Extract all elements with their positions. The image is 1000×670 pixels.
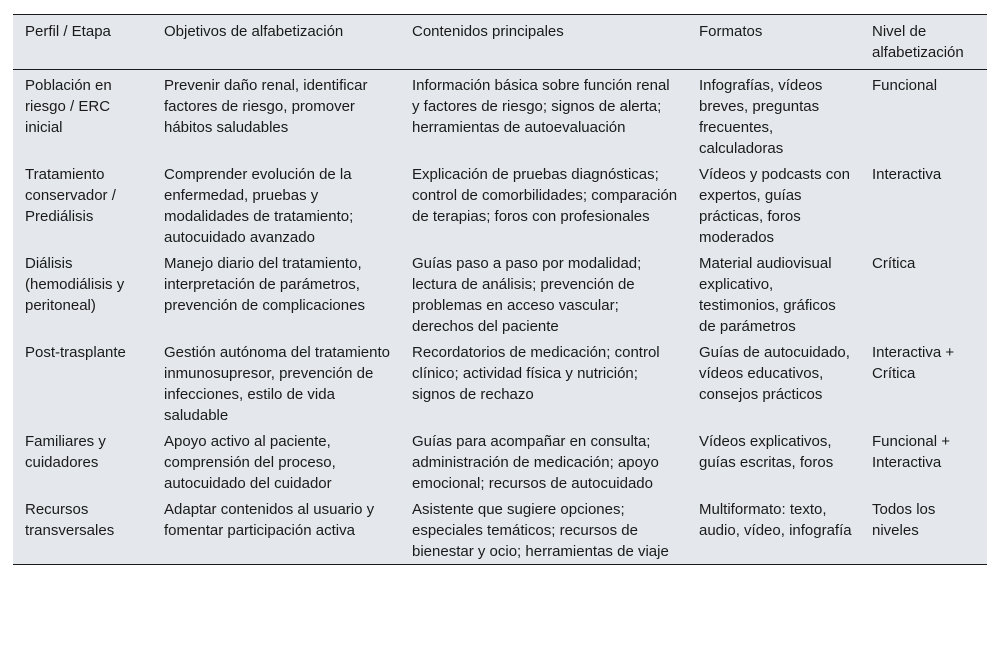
cell-nivel: Interactiva (872, 166, 942, 183)
cell-formatos: Guías de autocuidado, vídeos educativos, consejos prácticos (699, 344, 850, 403)
cell-formatos: Material audiovisual explicativo, testimonios, gráficos de parámetros (699, 255, 836, 335)
table-row (13, 250, 987, 339)
cell-contenidos: Información básica sobre función renal y factores de riesgo; signos de alerta; herramientas de autoevaluación (412, 77, 670, 136)
cell-perfil: Post-trasplante (25, 344, 126, 361)
literacy-table-container (13, 14, 987, 565)
literacy-table (13, 14, 987, 565)
cell-contenidos: Explicación de pruebas diagnósticas; control de comorbilidades; comparación de terapias; foros con profesionales (412, 166, 678, 225)
cell-objetivos: Adaptar contenidos al usuario y fomentar participación activa (152, 496, 400, 565)
cell-contenidos: Guías paso a paso por modalidad; lectura de análisis; prevención de problemas en acceso vascular; derechos del paciente (412, 255, 642, 335)
table-row (13, 428, 987, 496)
header-nivel: Nivel de alfabetización (860, 15, 987, 70)
cell-objetivos: Apoyo activo al paciente, comprensión del proceso, autocuidado del cuidador (164, 433, 336, 492)
table-row (13, 496, 987, 565)
header-contenidos: Contenidos principales (400, 15, 687, 70)
header-perfil: Perfil / Etapa (13, 15, 152, 70)
cell-nivel: Todos los niveles (860, 496, 987, 565)
cell-objetivos: Manejo diario del tratamiento, interpretación de parámetros, prevención de complicaciones (164, 255, 365, 314)
cell-perfil: Recursos transversales (13, 496, 152, 565)
header-formatos: Formatos (687, 15, 860, 70)
table-row (13, 161, 987, 250)
cell-contenidos: Recordatorios de medicación; control clínico; actividad física y nutrición; signos de rechazo (412, 344, 660, 403)
cell-perfil: Tratamiento conservador / Prediálisis (25, 166, 116, 225)
cell-formatos: Infografías, vídeos breves, preguntas frecuentes, calculadoras (699, 77, 823, 157)
cell-perfil: Familiares y cuidadores (25, 433, 106, 471)
cell-nivel: Funcional (872, 77, 938, 94)
cell-nivel: Interactiva + Crítica (872, 344, 955, 382)
table-row (13, 339, 987, 428)
cell-formatos: Vídeos y podcasts con expertos, guías prácticas, foros moderados (699, 166, 850, 246)
table-header-row (13, 15, 987, 70)
cell-contenidos: Guías para acompañar en consulta; administración de medicación; apoyo emocional; recursos de autocuidado (412, 433, 659, 492)
cell-contenidos: Asistente que sugiere opciones; especiales temáticos; recursos de bienestar y ocio; herramientas de viaje (400, 496, 687, 565)
cell-nivel: Funcional + Interactiva (872, 433, 950, 471)
cell-formatos: Vídeos explicativos, guías escritas, foros (699, 433, 834, 471)
cell-perfil: Población en riesgo / ERC inicial (25, 77, 112, 136)
cell-objetivos: Gestión autónoma del tratamiento inmunosupresor, prevención de infecciones, estilo de vida saludable (164, 344, 390, 424)
cell-perfil: Diálisis (hemodiálisis y peritoneal) (25, 255, 125, 314)
table-row (13, 70, 987, 162)
cell-nivel: Crítica (872, 255, 916, 272)
cell-objetivos: Prevenir daño renal, identificar factores de riesgo, promover hábitos saludables (164, 77, 368, 136)
cell-objetivos: Comprender evolución de la enfermedad, pruebas y modalidades de tratamiento; autocuidado avanzado (164, 166, 354, 246)
header-objetivos: Objetivos de alfabetización (152, 15, 400, 70)
cell-formatos: Multiformato: texto, audio, vídeo, infografía (687, 496, 860, 565)
